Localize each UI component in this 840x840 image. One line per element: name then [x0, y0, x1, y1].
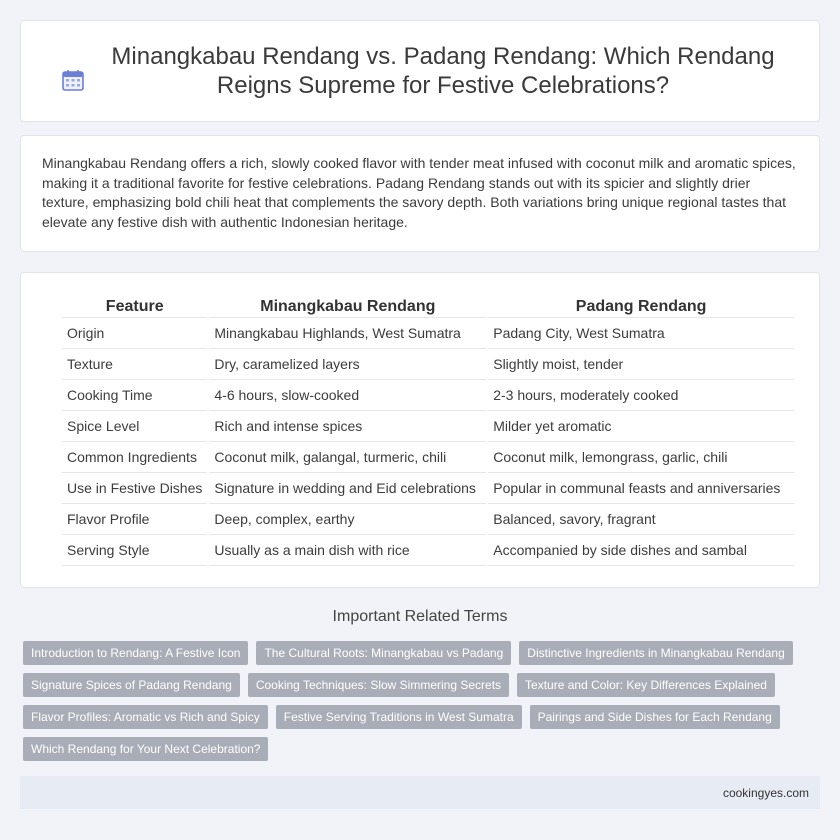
table-row — [62, 535, 794, 566]
header-padang: Padang Rendang — [488, 295, 794, 318]
minangkabau-cell: Usually as a main dish with rice — [209, 535, 486, 566]
related-tag[interactable]: Festive Serving Traditions in West Sumatra — [276, 705, 522, 729]
table-row — [62, 473, 794, 504]
related-tag[interactable]: Cooking Techniques: Slow Simmering Secrets — [248, 673, 509, 697]
padang-cell: Milder yet aromatic — [488, 411, 794, 442]
page-title: Minangkabau Rendang vs. Padang Rendang: Which Rendang Reigns Supreme for Festive Celebrations? — [111, 43, 775, 99]
title-wrap — [21, 42, 819, 100]
feature-cell: Serving Style — [62, 535, 207, 566]
table-row — [62, 318, 794, 349]
table-header-row — [62, 295, 794, 318]
related-tag[interactable]: Flavor Profiles: Aromatic vs Rich and Spicy — [23, 705, 268, 729]
table-row — [62, 442, 794, 473]
header-card — [20, 20, 820, 122]
footer-site-link[interactable]: cookingyes.com — [722, 785, 809, 800]
minangkabau-cell: Rich and intense spices — [209, 411, 486, 442]
related-terms-title: Important Related Terms — [332, 608, 508, 625]
header-feature: Feature — [62, 295, 207, 318]
feature-cell: Origin — [62, 318, 207, 349]
calendar-icon — [61, 68, 85, 92]
feature-cell: Flavor Profile — [62, 504, 207, 535]
related-tag[interactable]: Signature Spices of Padang Rendang — [23, 673, 240, 697]
minangkabau-cell: 4-6 hours, slow-cooked — [209, 380, 486, 411]
header-minangkabau: Minangkabau Rendang — [209, 295, 486, 318]
intro-text: Minangkabau Rendang offers a rich, slowly cooked flavor with tender meat infused with coconut milk and aromatic spices, making it a traditional favorite for festive celebrations. Padang Rendang stands out with its spicier and slightly drier texture, emphasizing bold chili heat that complements the savory depth. Both variations bring unique regional tastes that elevate any festive dish with authentic Indonesian heritage. — [42, 155, 796, 230]
comparison-table — [60, 295, 796, 566]
feature-cell: Texture — [62, 349, 207, 380]
feature-cell: Spice Level — [62, 411, 207, 442]
minangkabau-cell: Signature in wedding and Eid celebrations — [209, 473, 486, 504]
padang-cell: Padang City, West Sumatra — [488, 318, 794, 349]
footer — [20, 776, 820, 809]
feature-cell: Use in Festive Dishes — [62, 473, 207, 504]
related-tag[interactable]: Distinctive Ingredients in Minangkabau Rendang — [519, 641, 793, 665]
minangkabau-cell: Minangkabau Highlands, West Sumatra — [209, 318, 486, 349]
table-row — [62, 411, 794, 442]
minangkabau-cell: Dry, caramelized layers — [209, 349, 486, 380]
intro-card — [20, 135, 820, 252]
related-tag[interactable]: Which Rendang for Your Next Celebration? — [23, 737, 268, 761]
table-row — [62, 380, 794, 411]
padang-cell: Balanced, savory, fragrant — [488, 504, 794, 535]
feature-cell: Cooking Time — [62, 380, 207, 411]
related-tag[interactable]: Introduction to Rendang: A Festive Icon — [23, 641, 248, 665]
padang-cell: Slightly moist, tender — [488, 349, 794, 380]
minangkabau-cell: Deep, complex, earthy — [209, 504, 486, 535]
related-terms-tags — [23, 641, 813, 761]
table-row — [62, 349, 794, 380]
padang-cell: Coconut milk, lemongrass, garlic, chili — [488, 442, 794, 473]
feature-cell: Common Ingredients — [62, 442, 207, 473]
related-tag[interactable]: Pairings and Side Dishes for Each Rendang — [530, 705, 780, 729]
related-tag[interactable]: Texture and Color: Key Differences Explained — [517, 673, 775, 697]
table-row — [62, 504, 794, 535]
minangkabau-cell: Coconut milk, galangal, turmeric, chili — [209, 442, 486, 473]
padang-cell: Popular in communal feasts and anniversaries — [488, 473, 794, 504]
related-tag[interactable]: The Cultural Roots: Minangkabau vs Padang — [256, 641, 511, 665]
padang-cell: 2-3 hours, moderately cooked — [488, 380, 794, 411]
padang-cell: Accompanied by side dishes and sambal — [488, 535, 794, 566]
comparison-card — [20, 272, 820, 588]
